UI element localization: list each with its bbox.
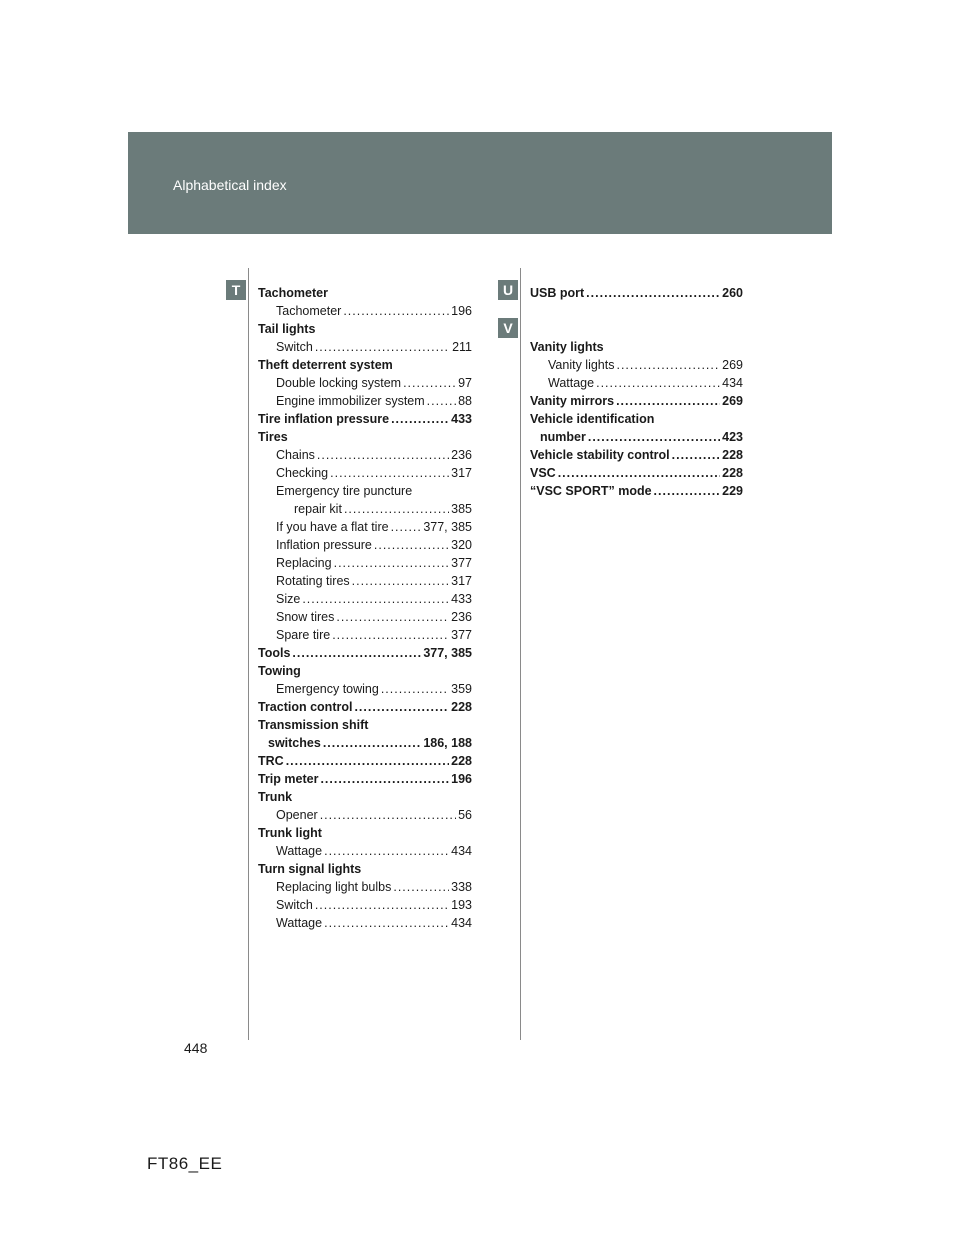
index-entry bbox=[530, 410, 743, 428]
index-entry bbox=[258, 500, 472, 518]
leader-dots bbox=[393, 878, 449, 896]
index-entry-text: Vanity lights bbox=[530, 340, 604, 354]
index-entry bbox=[530, 464, 743, 482]
index-entry-text: Transmission shift bbox=[258, 718, 369, 732]
index-entry-page: 317 bbox=[451, 466, 472, 480]
index-entry-page: 196 bbox=[451, 772, 472, 786]
index-entry-page: 320 bbox=[451, 538, 472, 552]
index-entry bbox=[258, 320, 472, 338]
index-entry-page: 56 bbox=[458, 808, 472, 822]
index-entry-text: Switch bbox=[276, 898, 313, 912]
index-entry-page: 236 bbox=[451, 610, 472, 624]
index-entry-text: Tire inflation pressure bbox=[258, 412, 390, 426]
index-entry-text: Trunk light bbox=[258, 826, 322, 840]
index-entry bbox=[258, 446, 472, 464]
index-entry bbox=[258, 410, 472, 428]
index-entry bbox=[258, 338, 472, 356]
index-entry-page: 433 bbox=[451, 592, 472, 606]
index-entry bbox=[258, 392, 472, 410]
index-entry-text: Double locking system bbox=[276, 376, 402, 390]
leader-dots bbox=[330, 464, 449, 482]
index-entry-text: Wattage bbox=[276, 844, 323, 858]
leader-dots bbox=[354, 698, 449, 716]
index-entry bbox=[258, 662, 472, 680]
index-entry-page: 260 bbox=[722, 286, 743, 300]
index-entry-text: Spare tire bbox=[276, 628, 331, 642]
index-entry-page: 236 bbox=[451, 448, 472, 462]
index-entry-text: “VSC SPORT” mode bbox=[530, 484, 652, 498]
index-entry-text: Engine immobilizer system bbox=[276, 394, 425, 408]
index-entry bbox=[258, 554, 472, 572]
leader-dots bbox=[381, 680, 449, 698]
leader-dots bbox=[324, 842, 449, 860]
index-entry bbox=[258, 842, 472, 860]
letter-tab-u: U bbox=[498, 280, 518, 300]
index-entry-text: Trip meter bbox=[258, 772, 319, 786]
index-entry bbox=[258, 572, 472, 590]
index-entry-text: Vehicle stability control bbox=[530, 448, 670, 462]
leader-dots bbox=[596, 374, 720, 392]
index-entry-text: Switch bbox=[276, 340, 313, 354]
index-entry bbox=[258, 680, 472, 698]
index-entry-page: 88 bbox=[458, 394, 472, 408]
index-entry-text: Chains bbox=[276, 448, 315, 462]
index-entry-text: Opener bbox=[276, 808, 318, 822]
index-entry-text: Trunk bbox=[258, 790, 293, 804]
index-entry bbox=[258, 734, 472, 752]
index-entry-text: Replacing light bulbs bbox=[276, 880, 392, 894]
index-entry bbox=[258, 590, 472, 608]
index-column-left bbox=[258, 284, 472, 932]
index-entry bbox=[530, 374, 743, 392]
index-entry bbox=[258, 626, 472, 644]
leader-dots bbox=[352, 572, 449, 590]
page-number: 448 bbox=[184, 1040, 208, 1056]
index-entry-text: Replacing bbox=[276, 556, 332, 570]
index-entry-page: 193 bbox=[451, 898, 472, 912]
index-column-right bbox=[530, 284, 743, 500]
index-entry bbox=[258, 698, 472, 716]
index-entry-page: 338 bbox=[451, 880, 472, 894]
index-entry bbox=[530, 284, 743, 302]
index-entry-text: Vanity lights bbox=[548, 358, 615, 372]
index-entry bbox=[530, 338, 743, 356]
index-entry-text: TRC bbox=[258, 754, 284, 768]
index-entry bbox=[530, 446, 743, 464]
index-entry-text: Snow tires bbox=[276, 610, 335, 624]
index-entry bbox=[258, 860, 472, 878]
index-entry bbox=[530, 392, 743, 410]
index-entry bbox=[258, 536, 472, 554]
index-entry-page: 377, 385 bbox=[423, 646, 472, 660]
index-entry bbox=[258, 482, 472, 500]
index-entry-text: Tachometer bbox=[276, 304, 342, 318]
index-entry bbox=[258, 608, 472, 626]
index-entry-text: Tail lights bbox=[258, 322, 316, 336]
index-entry-text: Checking bbox=[276, 466, 329, 480]
index-entry bbox=[258, 752, 472, 770]
leader-dots bbox=[336, 608, 449, 626]
index-entry bbox=[258, 464, 472, 482]
leader-dots bbox=[324, 914, 449, 932]
index-entry-page: 97 bbox=[458, 376, 472, 390]
index-entry-text: Wattage bbox=[548, 376, 595, 390]
index-entry-text: Traction control bbox=[258, 700, 353, 714]
index-entry-page: 228 bbox=[722, 448, 743, 462]
index-entry-page: 434 bbox=[451, 916, 472, 930]
index-entry-page: 269 bbox=[722, 358, 743, 372]
document-code: FT86_EE bbox=[147, 1154, 223, 1173]
index-entry-page: 377 bbox=[451, 556, 472, 570]
index-entry-text: Towing bbox=[258, 664, 301, 678]
index-entry-text: Emergency tire puncture bbox=[276, 484, 413, 498]
index-entry-page: 228 bbox=[722, 466, 743, 480]
leader-dots bbox=[286, 752, 449, 770]
index-entry bbox=[258, 788, 472, 806]
index-entry bbox=[258, 716, 472, 734]
index-entry-text: Rotating tires bbox=[276, 574, 350, 588]
leader-dots bbox=[654, 482, 721, 500]
index-entry-page: 434 bbox=[451, 844, 472, 858]
header-band bbox=[128, 132, 832, 234]
index-entry-text: Tires bbox=[258, 430, 288, 444]
index-entry bbox=[258, 806, 472, 824]
leader-dots bbox=[586, 284, 720, 302]
leader-dots bbox=[343, 302, 449, 320]
index-entry bbox=[258, 518, 472, 536]
leader-dots bbox=[391, 518, 422, 536]
leader-dots bbox=[672, 446, 721, 464]
leader-dots bbox=[292, 644, 421, 662]
column-divider-left bbox=[248, 268, 249, 1040]
index-entry bbox=[258, 428, 472, 446]
letter-tab-t: T bbox=[226, 280, 246, 300]
index-entry-text: repair kit bbox=[294, 502, 342, 516]
index-entry-text: Vanity mirrors bbox=[530, 394, 615, 408]
index-entry-page: 385 bbox=[451, 502, 472, 516]
leader-dots bbox=[315, 896, 449, 914]
index-entry-text: number bbox=[540, 430, 586, 444]
leader-dots bbox=[391, 410, 449, 428]
index-entry-text: Tools bbox=[258, 646, 291, 660]
index-entry-page: 423 bbox=[722, 430, 743, 444]
index-entry-text: Vehicle identification bbox=[530, 412, 655, 426]
leader-dots bbox=[317, 446, 449, 464]
index-entry-text: Theft deterrent system bbox=[258, 358, 393, 372]
index-entry-text: Size bbox=[276, 592, 301, 606]
leader-dots bbox=[334, 554, 450, 572]
index-entry-text: VSC bbox=[530, 466, 556, 480]
index-entry bbox=[258, 644, 472, 662]
index-entry bbox=[258, 824, 472, 842]
index-entry-page: 433 bbox=[451, 412, 472, 426]
index-entry bbox=[530, 428, 743, 446]
index-entry-page: 269 bbox=[722, 394, 743, 408]
index-entry bbox=[258, 284, 472, 302]
index-entry bbox=[258, 374, 472, 392]
leader-dots bbox=[323, 734, 422, 752]
index-entry-text: Emergency towing bbox=[276, 682, 379, 696]
index-entry-page: 377, 385 bbox=[423, 520, 472, 534]
index-entry-text: Wattage bbox=[276, 916, 323, 930]
page-title: Alphabetical index bbox=[173, 177, 287, 193]
index-entry-page: 434 bbox=[722, 376, 743, 390]
index-entry bbox=[258, 302, 472, 320]
index-entry-page: 229 bbox=[722, 484, 743, 498]
index-entry-text: Inflation pressure bbox=[276, 538, 372, 552]
index-entry-page: 377 bbox=[451, 628, 472, 642]
index-entry-text: Tachometer bbox=[258, 286, 328, 300]
index-entry bbox=[258, 770, 472, 788]
leader-dots bbox=[588, 428, 720, 446]
index-entry-text: USB port bbox=[530, 286, 585, 300]
index-entry bbox=[258, 356, 472, 374]
leader-dots bbox=[344, 500, 449, 518]
index-entry bbox=[258, 896, 472, 914]
leader-dots bbox=[332, 626, 449, 644]
index-entry bbox=[530, 356, 743, 374]
index-spacer bbox=[530, 320, 743, 338]
leader-dots bbox=[320, 770, 449, 788]
leader-dots bbox=[558, 464, 720, 482]
leader-dots bbox=[616, 392, 720, 410]
letter-tab-v: V bbox=[498, 318, 518, 338]
leader-dots bbox=[403, 374, 456, 392]
index-entry bbox=[258, 878, 472, 896]
leader-dots bbox=[616, 356, 720, 374]
index-entry bbox=[530, 482, 743, 500]
leader-dots bbox=[374, 536, 449, 554]
leader-dots bbox=[320, 806, 456, 824]
index-entry bbox=[258, 914, 472, 932]
index-entry-page: 228 bbox=[451, 754, 472, 768]
column-divider-middle bbox=[520, 268, 521, 1040]
index-entry-page: 196 bbox=[451, 304, 472, 318]
index-entry-page: 186, 188 bbox=[423, 736, 472, 750]
leader-dots bbox=[427, 392, 456, 410]
leader-dots bbox=[315, 338, 450, 356]
index-entry-page: 228 bbox=[451, 700, 472, 714]
leader-dots bbox=[302, 590, 449, 608]
index-entry-text: switches bbox=[268, 736, 321, 750]
index-entry-page: 211 bbox=[452, 340, 472, 354]
index-spacer bbox=[530, 302, 743, 320]
index-entry-text: Turn signal lights bbox=[258, 862, 362, 876]
index-entry-text: If you have a flat tire bbox=[276, 520, 389, 534]
index-entry-page: 317 bbox=[451, 574, 472, 588]
index-entry-page: 359 bbox=[451, 682, 472, 696]
